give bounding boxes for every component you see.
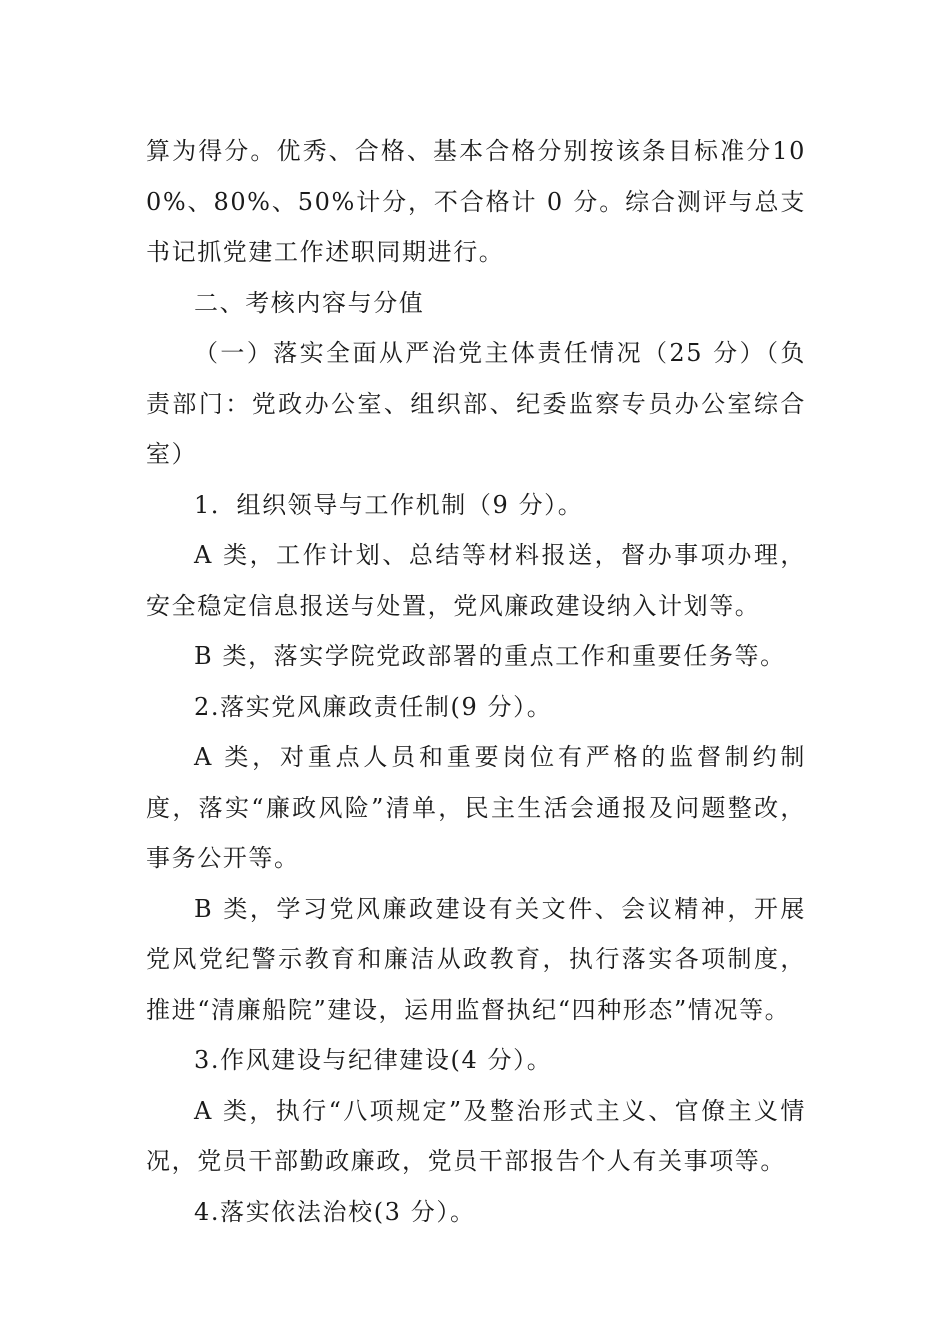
item-heading-integrity-responsibility: 2.落实党风廉政责任制(9 分）。 <box>194 692 553 721</box>
paragraph-category-b-2: B 类，学习党风廉政建设有关文件、会议精神，开展党风党纪警示教育和廉洁从政教育，执行落实各项制度，推进“清廉船院”建设，运用监督执纪“四种形态”情况等。 <box>146 894 806 1024</box>
item-heading-organization-leadership: 1．组织领导与工作机制（9 分）。 <box>194 490 584 519</box>
item-heading-rule-of-law: 4.落实依法治校(3 分）。 <box>194 1197 476 1226</box>
paragraph-category-a-3: A 类，执行“八项规定”及整治形式主义、官僚主义情况，党员干部勤政廉政，党员干部报告个人有关事项等。 <box>146 1096 806 1175</box>
section-heading-assessment-content: 二、考核内容与分值 <box>194 288 425 317</box>
subsection-heading-party-responsibility: （一）落实全面从严治党主体责任情况（25 分）（负责部门：党政办公室、组织部、纪委监察专员办公室综合室） <box>146 339 806 468</box>
document-body <box>146 126 806 1237</box>
paragraph-scoring-method: 算为得分。优秀、合格、基本合格分别按该条目标准分100%、80%、50%计分，不合格计 0 分。综合测评与总支书记抓党建工作述职同期进行。 <box>146 137 806 266</box>
paragraph-category-b-1: B 类，落实学院党政部署的重点工作和重要任务等。 <box>194 642 786 670</box>
paragraph-category-a-1: A 类，工作计划、总结等材料报送，督办事项办理，安全稳定信息报送与处置，党风廉政建设纳入计划等。 <box>146 541 806 620</box>
paragraph-category-a-2: A 类，对重点人员和重要岗位有严格的监督制约制度，落实“廉政风险”清单，民主生活会通报及问题整改，事务公开等。 <box>146 743 806 872</box>
item-heading-work-style-discipline: 3.作风建设与纪律建设(4 分）。 <box>194 1046 553 1074</box>
